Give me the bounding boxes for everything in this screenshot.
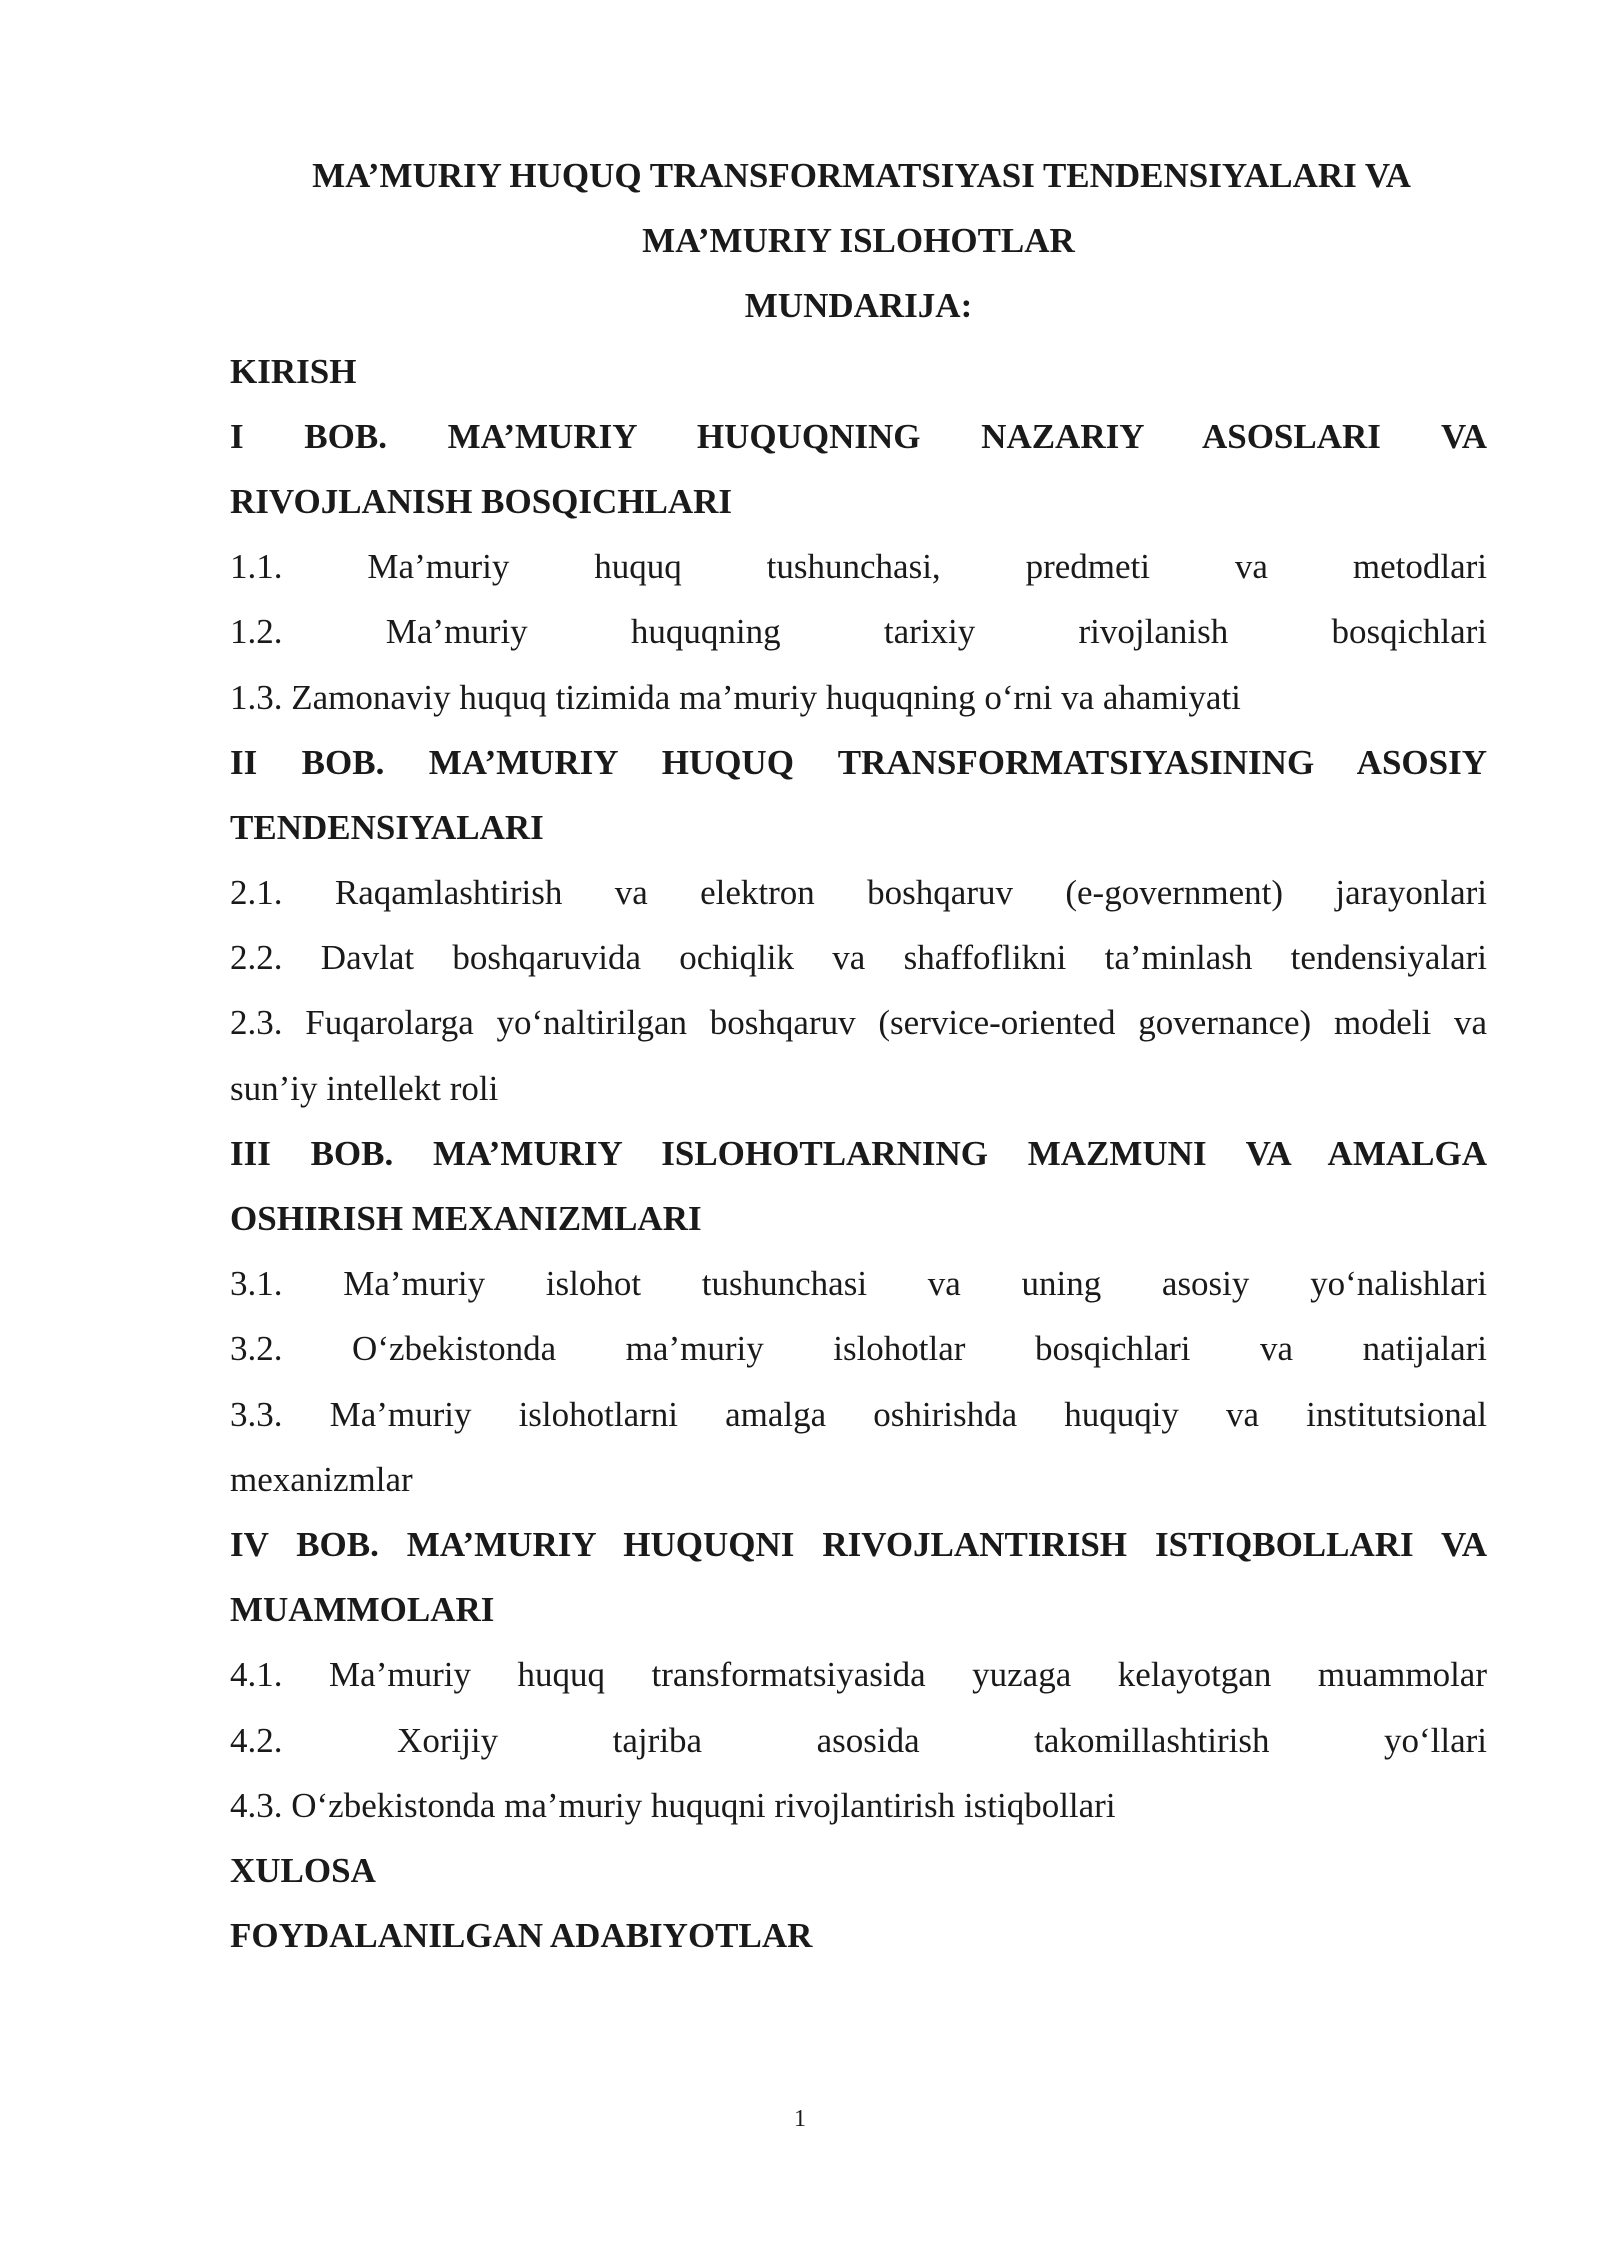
toc-section-2-2: 2.2. Davlat boshqaruvida ochiqlik va shaffoflikni ta’minlash tendensiyalari [230,938,1487,978]
toc-section-1-2: 1.2. Ma’muriy huquqning tarixiy rivojlanish bosqichlari [230,612,1487,652]
toc-chapter-3-title-line-1: III BOB. MA’MURIY ISLOHOTLARNING MAZMUNI VA AMALGA [230,1133,1487,1173]
document-page [230,143,1487,1968]
toc-section-2-3-line-1: 2.3. Fuqarolarga yo‘naltirilgan boshqaruv (service-oriented governance) modeli va [230,1003,1487,1043]
toc-section-3-2: 3.2. O‘zbekistonda ma’muriy islohotlar bosqichlari va natijalari [230,1329,1487,1369]
toc-conclusion: XULOSA [230,1850,376,1890]
toc-intro: KIRISH [230,351,357,391]
toc-chapter-1-title-line-2: RIVOJLANISH BOSQICHLARI [230,481,733,521]
contents-heading: MUNDARIJA: [744,286,973,326]
document-title-line-2: MA’MURIY ISLOHOTLAR [642,221,1075,261]
toc-chapter-1-title-line-1: I BOB. MA’MURIY HUQUQNING NAZARIY ASOSLARI VA [230,416,1487,456]
toc-section-4-3: 4.3. O‘zbekistonda ma’muriy huquqni rivojlantirish istiqbollari [230,1785,1116,1825]
toc-chapter-2-title-line-1: II BOB. MA’MURIY HUQUQ TRANSFORMATSIYASINING ASOSIY [230,742,1487,782]
toc-chapter-3-title-line-2: OSHIRISH MEXANIZMLARI [230,1199,702,1238]
toc-section-1-1: 1.1. Ma’muriy huquq tushunchasi, predmeti va metodlari [230,547,1487,587]
toc-section-3-3-line-1: 3.3. Ma’muriy islohotlarni amalga oshirishda huquqiy va institutsional [230,1394,1487,1434]
toc-section-1-3: 1.3. Zamonaviy huquq tizimida ma’muriy huquqning o‘rni va ahamiyati [230,677,1241,717]
toc-chapter-4-title-line-2: MUAMMOLARI [230,1590,495,1630]
toc-chapter-4-title-line-1: IV BOB. MA’MURIY HUQUQNI RIVOJLANTIRISH ISTIQBOLLARI VA [230,1524,1487,1564]
toc-references: FOYDALANILGAN ADABIYOTLAR [230,1916,813,1956]
toc-section-2-3-line-2: sun’iy intellekt roli [230,1068,499,1108]
toc-section-3-1: 3.1. Ma’muriy islohot tushunchasi va uning asosiy yo‘nalishlari [230,1264,1487,1304]
toc-section-2-1: 2.1. Raqamlashtirish va elektron boshqaruv (e-government) jarayonlari [230,873,1487,913]
toc-chapter-2-title-line-2: TENDENSIYALARI [230,807,544,847]
toc-section-4-1: 4.1. Ma’muriy huquq transformatsiyasida yuzaga kelayotgan muammolar [230,1655,1487,1695]
page-number: 1 [794,2106,806,2132]
document-title-line-1: MA’MURIY HUQUQ TRANSFORMATSIYASI TENDENSIYALARI VA [312,156,1411,195]
toc-section-3-3-line-2: mexanizmlar [230,1459,413,1499]
toc-section-4-2: 4.2. Xorijiy tajriba asosida takomillashtirish yo‘llari [230,1720,1487,1760]
